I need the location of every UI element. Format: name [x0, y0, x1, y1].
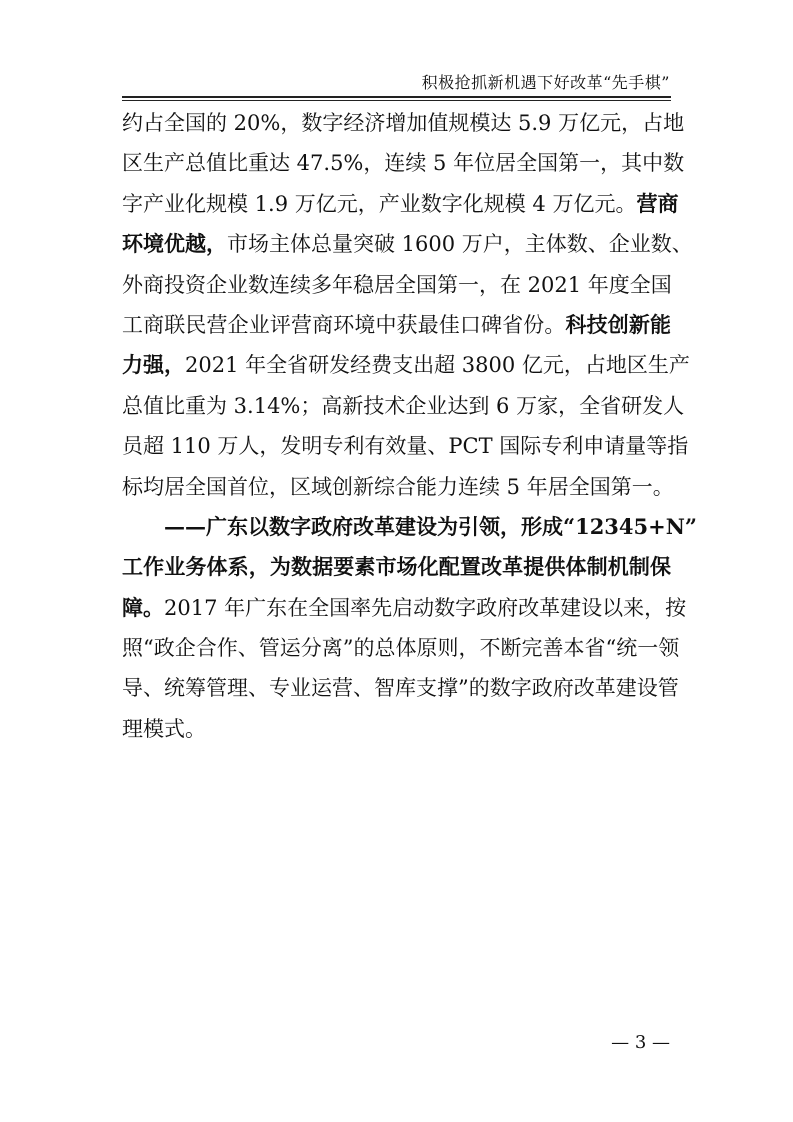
text-run: 总值比重为 3.14%；高新技术企业达到 6 万家，全省研发人: [122, 393, 685, 418]
bold-heading: 环境优越，: [122, 231, 227, 257]
text-line: [122, 668, 679, 708]
text-line: [122, 628, 680, 668]
text-line: [122, 224, 693, 264]
text-run: 标均居全国首位，区域创新综合能力连续 5 年居全国第一。: [122, 474, 674, 499]
text-run: 导、统筹管理、专业运营、智库支撑”的数字政府改革建设管: [122, 676, 679, 701]
text-line: [122, 467, 674, 507]
text-line: [122, 265, 671, 305]
bold-heading: 力强，: [122, 352, 185, 378]
text-line: [122, 103, 685, 143]
bold-heading: 科技创新能: [565, 311, 672, 337]
text-line: [122, 426, 689, 466]
text-line: [122, 184, 679, 224]
text-line: [122, 305, 671, 345]
text-line: [122, 143, 685, 183]
text-line: [122, 709, 671, 749]
body-text: [122, 103, 698, 749]
bold-heading: 工作业务体系，为数据要素市场化配置改革提供体制机制保: [122, 554, 671, 580]
text-run: 约占全国的 20%，数字经济增加值规模达 5.9 万亿元，占地: [122, 111, 685, 135]
text-line: [122, 588, 687, 628]
text-run: 照“政企合作、管运分离”的总体原则，不断完善本省“统一领: [122, 636, 680, 661]
bold-heading: ——广东以数字政府改革建设为引领，形成“12345+N”: [164, 513, 698, 539]
text-line: [122, 507, 698, 547]
text-run: 2017 年广东在全国率先启动数字政府改革建设以来，按: [164, 595, 687, 620]
text-run: 区生产总值比重达 47.5%，连续 5 年位居全国第一，其中数: [122, 151, 685, 176]
header-rule-thin: [122, 100, 671, 101]
text-run: 2021 年全省研发经费支出超 3800 亿元，占地区生产: [185, 353, 690, 378]
text-run: 市场主体总量突破 1600 万户，主体数、企业数、: [227, 232, 693, 257]
text-run: 员超 110 万人，发明专利有效量、PCT 国际专利申请量等指: [122, 434, 689, 459]
text-run: 外商投资企业数连续多年稳居全国第一，在 2021 年度全国: [122, 272, 672, 297]
text-run: 工商联民营企业评营商环境中获最佳口碑省份。: [122, 312, 566, 337]
header-rule: [122, 96, 671, 98]
text-run: 理模式。: [122, 716, 206, 741]
bold-heading: 营商: [636, 190, 679, 216]
text-line: [122, 386, 685, 426]
text-run: 字产业化规模 1.9 万亿元，产业数字化规模 4 万亿元。: [122, 191, 637, 216]
page-number: — 3 —: [611, 1032, 670, 1053]
running-header: 积极抢抓新机遇下好改革“先手棋”: [421, 73, 670, 92]
text-line: [122, 345, 690, 385]
text-line: [122, 547, 671, 587]
bold-heading: 障。: [122, 594, 164, 620]
